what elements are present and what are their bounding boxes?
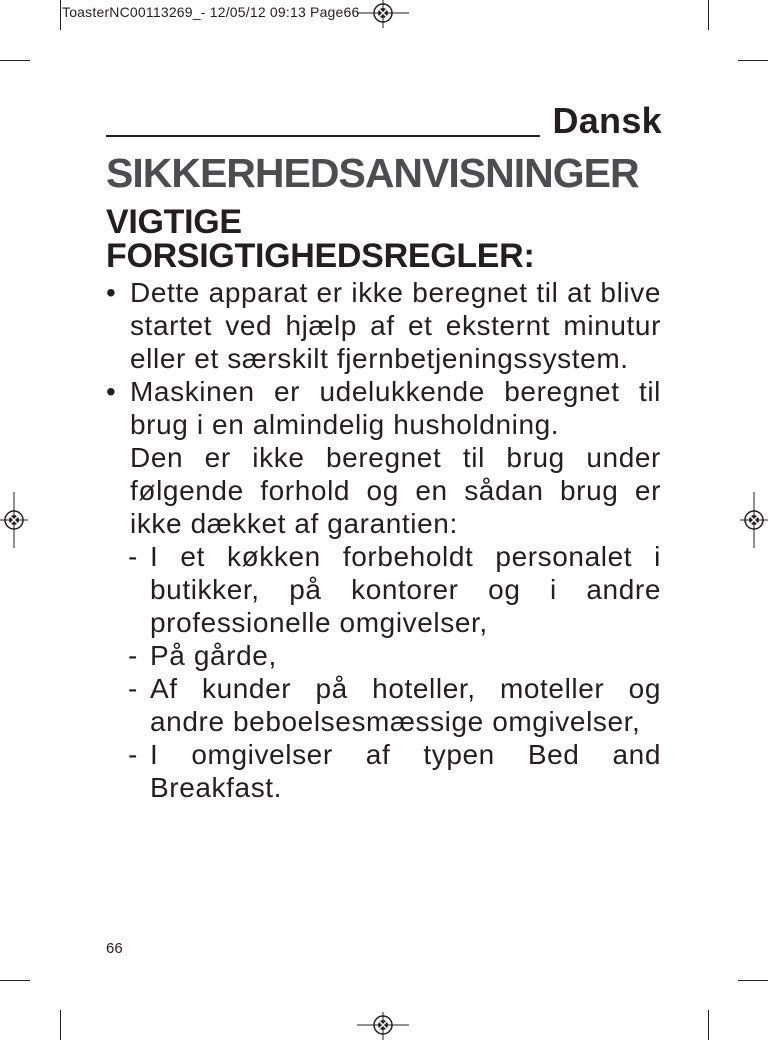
crop-mark-bottom-left-h bbox=[0, 980, 30, 981]
sub-list-item bbox=[106, 639, 661, 672]
crop-mark-top-left-h bbox=[0, 60, 30, 61]
crop-mark-bottom-right-v bbox=[708, 1010, 709, 1040]
registration-mark-icon bbox=[357, 1012, 409, 1040]
sub-list-item bbox=[106, 672, 661, 738]
section-heading: VIGTIGE FORSIGTIGHEDSREGLER: bbox=[106, 203, 535, 275]
crop-mark-bottom-left-v bbox=[60, 1010, 61, 1040]
sub-list-item bbox=[106, 540, 661, 639]
crop-mark-bottom-right-h bbox=[738, 980, 768, 981]
registration-mark-icon bbox=[357, 0, 409, 28]
sub-list-item-text: På gårde, bbox=[150, 640, 277, 671]
crop-mark-top-left-v bbox=[60, 0, 61, 30]
dash-marker: - bbox=[128, 640, 138, 671]
registration-mark-icon bbox=[740, 492, 768, 548]
list-item-text: Maskinen er udelukkende beregnet til brug i en almindelig husholdning. bbox=[130, 376, 661, 440]
list-item bbox=[106, 276, 661, 375]
crop-mark-top-right-v bbox=[708, 0, 709, 30]
page-title: SIKKERHEDSANVISNINGER bbox=[106, 150, 639, 196]
bullet-icon: • bbox=[106, 376, 117, 407]
dash-marker: - bbox=[128, 739, 138, 770]
sub-list-item-text: Af kunder på hoteller, moteller og andre beboelsesmæssige omgivelser, bbox=[150, 673, 661, 737]
list-item-text: Dette apparat er ikke beregnet til at blive startet ved hjælp af et eksternt minutur eller et særskilt fjernbetjeningssystem. bbox=[130, 277, 661, 374]
dash-marker: - bbox=[128, 673, 138, 704]
list-item bbox=[106, 375, 661, 441]
sub-list-item bbox=[106, 738, 661, 804]
crop-mark-top-right-h bbox=[738, 60, 768, 61]
dash-marker: - bbox=[128, 541, 138, 572]
sub-list-item-text: I et køkken forbeholdt personalet i butikker, på kontorer og i andre professionelle omgivelser, bbox=[150, 541, 661, 638]
language-label: Dansk bbox=[552, 100, 662, 141]
registration-mark-icon bbox=[0, 492, 28, 548]
sub-list-item-text: I omgivelser af typen Bed and Breakfast. bbox=[150, 739, 661, 803]
body-content bbox=[106, 276, 661, 804]
print-slug: ToasterNC00113269_- 12/05/12 09:13 Page66 bbox=[62, 4, 360, 20]
page-number: 66 bbox=[106, 940, 123, 957]
header-rule bbox=[106, 135, 540, 137]
continuation-paragraph: Den er ikke beregnet til brug under følgende forhold og en sådan brug er ikke dækket af garantien: bbox=[130, 442, 661, 539]
bullet-icon: • bbox=[106, 277, 117, 308]
